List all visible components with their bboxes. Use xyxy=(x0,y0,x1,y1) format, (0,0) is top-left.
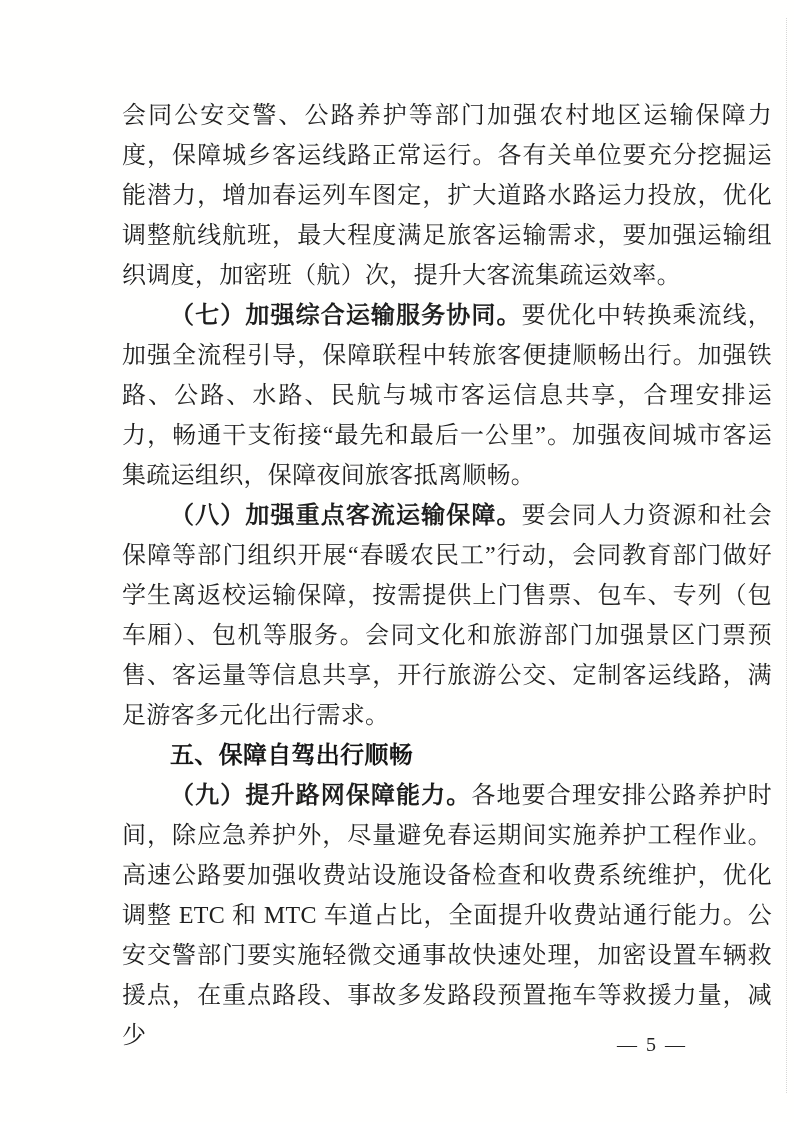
item-8-lead: （八）加强重点客流运输保障。 xyxy=(170,503,522,529)
paragraph-item-9 xyxy=(122,776,772,1056)
item-7-lead: （七）加强综合运输服务协同。 xyxy=(170,303,522,329)
section-5-heading: 五、保障自驾出行顺畅 xyxy=(170,742,413,769)
item-8-text: 要会同人力资源和社会保障等部门组织开展“春暖农民工”行动，会同教育部门做好学生离返校运输保障，按需提供上门售票、包车、专列（包车厢）、包机等服务。会同文化和旅游部门加强景区门票预售、客运量等信息共享，开行旅游公交、定制客运线路，满足游客多元化出行需求。 xyxy=(122,503,772,729)
paragraph-continuation-text: 会同公安交警、公路养护等部门加强农村地区运输保障力度，保障城乡客运线路正常运行。各有关单位要充分挖掘运能潜力，增加春运列车图定，扩大道路水路运力投放，优化调整航线航班，最大程度满足旅客运输需求，要加强运输组织调度，加密班（航）次，提升大客流集疏运效率。 xyxy=(122,103,772,289)
paragraph-item-8 xyxy=(122,496,772,736)
scan-artifact-line xyxy=(786,18,787,1093)
page-number: — 5 — xyxy=(617,1034,687,1056)
item-9-text: 各地要合理安排公路养护时间，除应急养护外，尽量避免春运期间实施养护工程作业。高速公路要加强收费站设施设备检查和收费系统维护，优化调整 ETC 和 MTC 车道占比，全面提升收费站通行能力。公安交警部门要实施轻微交通事故快速处理，加密设置车辆救援点，在重点路段、事故多发路段预置拖车等救援力量，减少 xyxy=(122,783,772,1049)
page-body-text xyxy=(122,96,772,1056)
item-7-text: 要优化中转换乘流线，加强全流程引导，保障联程中转旅客便捷顺畅出行。加强铁路、公路、水路、民航与城市客运信息共享，合理安排运力，畅通干支衔接“最先和最后一公里”。加强夜间城市客运集疏运组织，保障夜间旅客抵离顺畅。 xyxy=(122,303,772,489)
item-9-lead: （九）提升路网保障能力。 xyxy=(170,783,472,809)
paragraph-continuation xyxy=(122,96,772,296)
paragraph-item-7 xyxy=(122,296,772,496)
